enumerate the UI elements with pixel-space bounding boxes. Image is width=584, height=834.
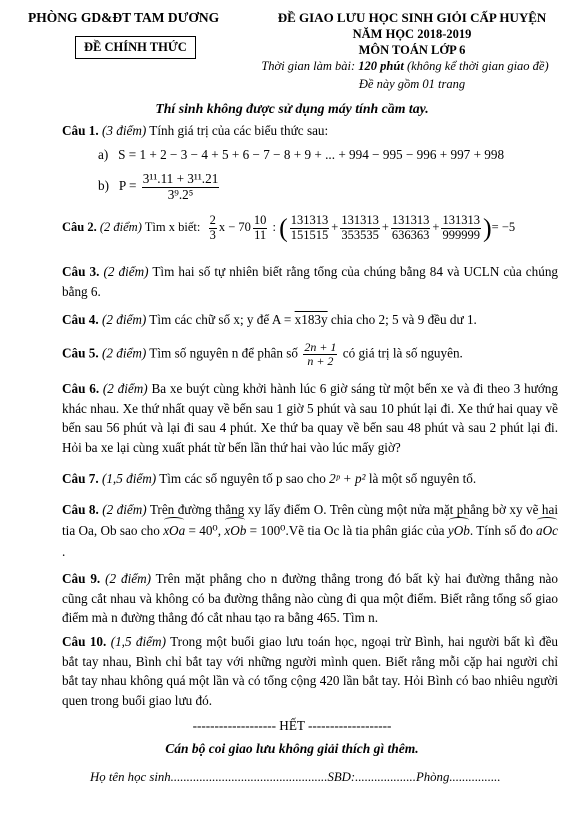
q2-frac-a-num: 2 bbox=[209, 213, 216, 227]
q2-fraction-4 bbox=[441, 214, 481, 243]
q2-fraction-b bbox=[253, 214, 268, 243]
q4-points: (2 điểm) bbox=[101, 312, 147, 327]
q6-label: Câu 6. bbox=[62, 381, 100, 396]
student-info-fields: Họ tên học sinh.................................................SBD:...................Phòng................ bbox=[90, 770, 501, 784]
q7-points: (1,5 điểm) bbox=[101, 471, 157, 486]
q8-text-2: .Vẽ tia Oc là tia phân giác của bbox=[285, 523, 448, 538]
q10-label: Câu 10. bbox=[62, 634, 107, 649]
q2-fraction-1 bbox=[290, 214, 330, 243]
question-8 bbox=[62, 499, 558, 562]
q8-angle-yob: yOb bbox=[448, 520, 470, 541]
q8-label: Câu 8. bbox=[62, 502, 99, 517]
q2-rhs: = −5 bbox=[491, 220, 516, 235]
q2-frac-4-num: 131313 bbox=[442, 213, 480, 227]
q10-text: Trong một buổi giao lưu toán học, ngoại trừ Bình, hai người bất kì đều bắt tay nhau, Bình chỉ bắt tay với những người mình quen. Biết rằng mỗi cặp hai người chỉ bắt tay nhau không quá một lần và có tổng cộng 420 lần bắt tay. Hỏi Bình có bao nhiêu người quen trong buổi giao lưu đó. bbox=[62, 634, 559, 708]
question-7 bbox=[62, 469, 558, 489]
q3-points: (2 điểm) bbox=[103, 264, 149, 279]
q2-open-paren: ( bbox=[279, 213, 288, 243]
q2-frac-2-num: 131313 bbox=[341, 213, 379, 227]
q1-label: Câu 1. bbox=[62, 123, 99, 138]
q2-fraction-2 bbox=[340, 214, 380, 243]
q1-part-b bbox=[98, 172, 221, 202]
q7-label: Câu 7. bbox=[62, 471, 99, 486]
q8-text-4: . bbox=[62, 544, 66, 559]
q2-frac-3-den: 636363 bbox=[391, 227, 430, 242]
q3-text: Tìm hai số tự nhiên biết rằng tổng của chúng bằng 84 và UCLN của chúng bằng 6. bbox=[62, 264, 559, 299]
q8-value-2: = 100⁰ bbox=[246, 523, 286, 538]
q2-frac-2-den: 353535 bbox=[341, 227, 379, 242]
question-1 bbox=[62, 121, 558, 141]
q8-text-1: Trên đường thẳng xy lấy điểm O. Trên cùng một nửa mặt phẳng bờ xy vẽ hai tia Oa, Ob sao cho bbox=[62, 502, 559, 538]
q5-numerator: 2n + 1 bbox=[304, 340, 337, 354]
q5-text-1: Tìm số nguyên n để phân số bbox=[146, 345, 302, 361]
time-value: 120 phút bbox=[358, 59, 404, 73]
question-10 bbox=[62, 632, 558, 710]
subject: MÔN TOÁN LỚP 6 bbox=[358, 43, 466, 57]
q2-middle-2: : bbox=[269, 220, 280, 235]
q4-text-1: Tìm các chữ số x; y để A = bbox=[146, 312, 295, 327]
question-9 bbox=[62, 569, 558, 628]
q1-text: Tính giá trị của các biểu thức sau: bbox=[146, 123, 329, 138]
question-5 bbox=[62, 341, 558, 368]
q1-a-expression: S = 1 + 2 − 3 − 4 + 5 + 6 − 7 − 8 + 9 + ... + 994 − 995 − 996 + 997 + 998 bbox=[118, 147, 505, 162]
q5-fraction bbox=[303, 341, 337, 368]
q2-frac-b-num: 10 bbox=[253, 213, 267, 227]
q8-value-1: = 40⁰, bbox=[185, 523, 225, 538]
q7-text-1: Tìm các số nguyên tố p sao cho bbox=[156, 471, 330, 486]
q10-points: (1,5 điểm) bbox=[110, 634, 166, 649]
calculator-notice: Thí sinh không được sử dụng máy tính cầm tay. bbox=[155, 101, 429, 116]
q5-denominator: n + 2 bbox=[307, 354, 334, 369]
q1-part-a bbox=[98, 147, 504, 163]
question-4 bbox=[62, 310, 558, 330]
q1-b-numerator: 3¹¹.11 + 3¹¹.21 bbox=[142, 171, 219, 186]
q6-text: Ba xe buýt cùng khởi hành lúc 6 giờ sáng từ một bến xe và đi theo 3 hướng khác nhau. Xe thứ nhất quay về bến sau 1 giờ 5 phút và sau 10 phút lại đi. Xe thứ hai quay về bến sau 56 phút và lại đi sau 4 phút. Xe thứ ba quay về bến sau 48 phút và sau 2 phút lại đi. Hỏi ba xe lại cùng xuất phát từ bến lần thứ hai vào lúc mấy giờ? bbox=[62, 381, 558, 455]
q4-number: x183y bbox=[294, 312, 328, 327]
q8-points: (2 điểm) bbox=[102, 502, 147, 517]
q4-text-2: chia cho 2; 5 và 9 đều dư 1. bbox=[327, 312, 477, 327]
q2-fraction-3 bbox=[391, 214, 431, 243]
official-badge: ĐỀ CHÍNH THỨC bbox=[75, 36, 196, 59]
question-6 bbox=[62, 379, 558, 457]
q5-text-2: có giá trị là số nguyên. bbox=[339, 345, 463, 361]
q2-middle-1: x − 70 bbox=[218, 220, 251, 235]
q9-text: Trên mặt phẳng cho n đường thẳng trong đó bất kỳ hai đường thẳng nào cũng cắt nhau và không có ba đường thẳng nào cùng đi qua một điểm. Biết rằng tổng số giao điểm mà n đường thẳng đó cắt nhau tạo ra bằng 465. Tìm n. bbox=[62, 571, 559, 625]
q3-label: Câu 3. bbox=[62, 264, 100, 279]
q4-label: Câu 4. bbox=[62, 312, 99, 327]
q2-frac-3-num: 131313 bbox=[391, 213, 430, 227]
question-2: Câu 2. (2 điểm) Tìm x biết: $\frac{2}{3}$ x − 70 $\frac{10}{11}$ : ( $\frac{131313}{151515}$ + $\frac{131313}{353535}$ + $\frac{131313}{636363}$ + $\frac{131313}{999999}$ )= −5 bbox=[62, 213, 516, 243]
q5-label: Câu 5. bbox=[62, 345, 99, 361]
q2-frac-1-den: 151515 bbox=[290, 227, 329, 242]
q9-points: (2 điểm) bbox=[105, 571, 152, 586]
page-count: Đề này gồm 01 trang bbox=[358, 77, 466, 91]
q2-points: (2 điểm) bbox=[99, 220, 142, 235]
department-name: PHÒNG GD&ĐT TAM DƯƠNG bbox=[28, 10, 220, 25]
q9-label: Câu 9. bbox=[62, 571, 101, 586]
q8-angle-xoa: xOa bbox=[163, 520, 185, 541]
q2-frac-4-den: 999999 bbox=[442, 227, 480, 242]
q1-b-denominator: 3⁹.2⁵ bbox=[167, 186, 194, 202]
q1-b-label: b) bbox=[98, 178, 109, 194]
q7-expression: 2ᵖ + p² bbox=[329, 471, 366, 486]
q6-points: (2 điểm) bbox=[102, 381, 148, 396]
q2-frac-b-den: 11 bbox=[254, 227, 267, 242]
school-year: NĂM HỌC 2018-2019 bbox=[352, 27, 472, 41]
q2-text: Tìm x biết: bbox=[141, 220, 201, 235]
q8-text-3: . Tính số đo bbox=[469, 523, 536, 538]
exam-title: ĐỀ GIAO LƯU HỌC SINH GIỎI CẤP HUYỆN bbox=[277, 10, 547, 25]
q2-close-paren: ) bbox=[482, 213, 492, 243]
q1-points: (3 điểm) bbox=[101, 123, 147, 138]
time-line bbox=[220, 59, 584, 74]
q8-angle-aoc: aOc bbox=[536, 520, 558, 541]
q8-angle-xob: xOb bbox=[224, 520, 246, 541]
q1-a-label: a) bbox=[98, 147, 109, 162]
q2-frac-a-den: 3 bbox=[209, 227, 216, 242]
q2-label: Câu 2. bbox=[62, 220, 97, 235]
end-marker: ------------------- HẾT ------------------- bbox=[192, 718, 392, 733]
time-suffix: (không kể thời gian giao đề) bbox=[403, 59, 549, 73]
q5-points: (2 điểm) bbox=[101, 345, 147, 361]
q7-text-2: là một số nguyên tố. bbox=[365, 471, 477, 486]
question-3 bbox=[62, 262, 558, 301]
q1-b-fraction bbox=[142, 172, 220, 202]
time-prefix: Thời gian làm bài: bbox=[261, 59, 359, 73]
q1-b-lhs: P = bbox=[118, 178, 137, 194]
q2-frac-1-num: 131313 bbox=[290, 213, 329, 227]
proctor-note: Cán bộ coi giao lưu không giải thích gì thêm. bbox=[165, 741, 419, 756]
q2-fraction-a bbox=[209, 214, 217, 243]
